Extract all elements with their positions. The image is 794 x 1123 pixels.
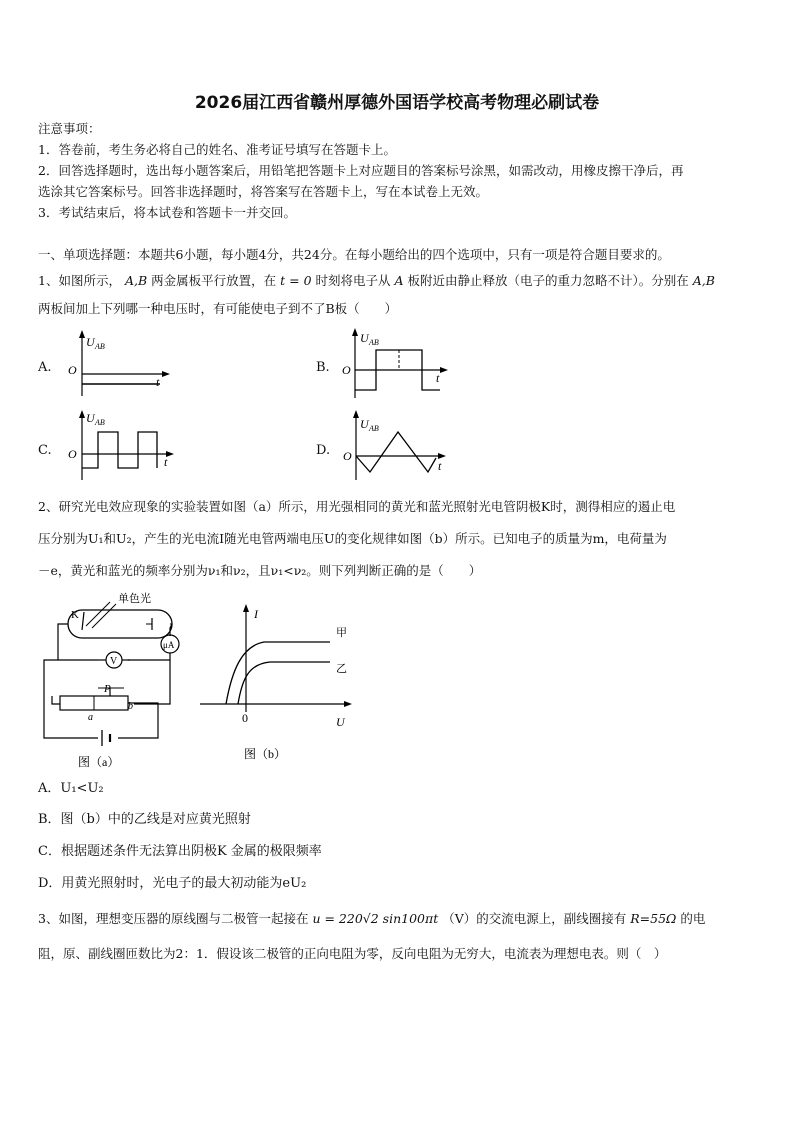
question-1-text: 1、如图所示， A,B 两金属板平行放置，在 t = 0 时刻将电子从 A 板附近由静止释放（电子的重力忽略不计）。分别在 A,B: [38, 273, 715, 288]
notice-item: 1．答卷前，考生务必将自己的姓名、准考证号填写在答题卡上。: [38, 142, 396, 157]
q2-option-c: C．根据题述条件无法算出阴极K 金属的极限频率: [38, 844, 322, 859]
svg-text:I: I: [254, 607, 258, 621]
question-2-text: 2、研究光电效应现象的实验装置如图（a）所示，用光强相同的黄光和蓝光照射光电管阴极K时，测得相应的遏止电: [38, 499, 676, 514]
q2-option-a: A．U₁<U₂: [38, 781, 104, 796]
option-label-b: B.: [316, 360, 330, 375]
axis-u-label: U: [86, 335, 95, 349]
option-label-d: D.: [316, 443, 331, 458]
graph-a: [62, 328, 172, 400]
graph-c: [62, 410, 182, 482]
svg-text:P: P: [104, 683, 111, 695]
q2-option-b: B．图（b）中的乙线是对应黄光照射: [38, 812, 251, 827]
svg-text:U: U: [360, 331, 369, 345]
figure-a-caption: 图（a）: [78, 755, 120, 769]
iu-graph-figure-b: [200, 600, 360, 770]
svg-text:AB: AB: [95, 418, 105, 427]
question-3-text: 3、如图，理想变压器的原线圈与二极管一起接在 u = 220√2 sin100πt （V）的交流电源上，副线圈接有 R=55Ω 的电: [38, 911, 706, 926]
option-label-c: C.: [38, 443, 52, 458]
svg-text:0: 0: [242, 711, 248, 725]
svg-text:AB: AB: [369, 424, 379, 433]
svg-text:O: O: [343, 449, 352, 463]
section-heading: 一、单项选择题：本题共6小题，每小题4分，共24分。在每小题给出的四个选项中，只有一项是符合题目要求的。: [38, 247, 670, 262]
notice-item: 2．回答选择题时，选出每小题答案后，用铅笔把答题卡上对应题目的答案标号涂黑，如需改动，用橡皮擦干净后，再: [38, 163, 684, 178]
circuit-figure-a: [38, 588, 188, 770]
svg-text:a: a: [88, 712, 93, 723]
svg-text:甲: 甲: [336, 627, 347, 639]
question-1-text-2: 两板间加上下列哪一种电压时，有可能使电子到不了B板（ ）: [38, 301, 398, 316]
svg-text:AB: AB: [95, 342, 105, 351]
figure-b-caption: 图（b）: [244, 747, 287, 761]
question-3-text-2: 阻，原、副线圈匝数比为2：1．假设该二极管的正向电阻为零，反向电阻为无穷大，电流表为理想电表。则（ ）: [38, 946, 667, 961]
svg-text:U: U: [336, 715, 345, 729]
q2-option-d: D．用黄光照射时，光电子的最大初动能为eU₂: [38, 876, 307, 891]
option-label-a: A.: [38, 360, 52, 375]
graph-b: [340, 328, 450, 400]
svg-text:O: O: [342, 363, 351, 377]
svg-text:t: t: [164, 455, 168, 469]
svg-text:单色光: 单色光: [118, 593, 151, 605]
svg-text:U: U: [360, 417, 369, 431]
svg-text:O: O: [68, 363, 77, 377]
svg-text:V: V: [110, 656, 118, 667]
svg-text:乙: 乙: [336, 663, 347, 675]
notice-item: 选涂其它答案标号。回答非选择题时，将答案写在答题卡上，写在本试卷上无效。: [38, 184, 489, 199]
notice-heading: 注意事项：: [38, 121, 101, 136]
svg-text:b: b: [128, 701, 133, 712]
svg-text:μA: μA: [163, 640, 175, 650]
page-title: 2026届江西省赣州厚德外国语学校高考物理必刷试卷: [194, 93, 600, 113]
svg-text:K: K: [71, 609, 79, 621]
graph-d: [340, 410, 452, 482]
question-2-text-3: －e，黄光和蓝光的频率分别为ν₁和ν₂，且ν₁<ν₂。则下列判断正确的是（ ）: [38, 563, 482, 578]
notice-item: 3．考试结束后，将本试卷和答题卡一并交回。: [38, 205, 296, 220]
svg-text:t: t: [438, 459, 442, 473]
svg-text:t: t: [156, 375, 160, 389]
svg-text:t: t: [436, 371, 440, 385]
svg-text:O: O: [68, 447, 77, 461]
question-2-text-2: 压分别为U₁和U₂，产生的光电流I随光电管两端电压U的变化规律如图（b）所示。已知电子的质量为m，电荷量为: [38, 531, 667, 546]
svg-text:AB: AB: [369, 338, 379, 347]
svg-text:U: U: [86, 411, 95, 425]
